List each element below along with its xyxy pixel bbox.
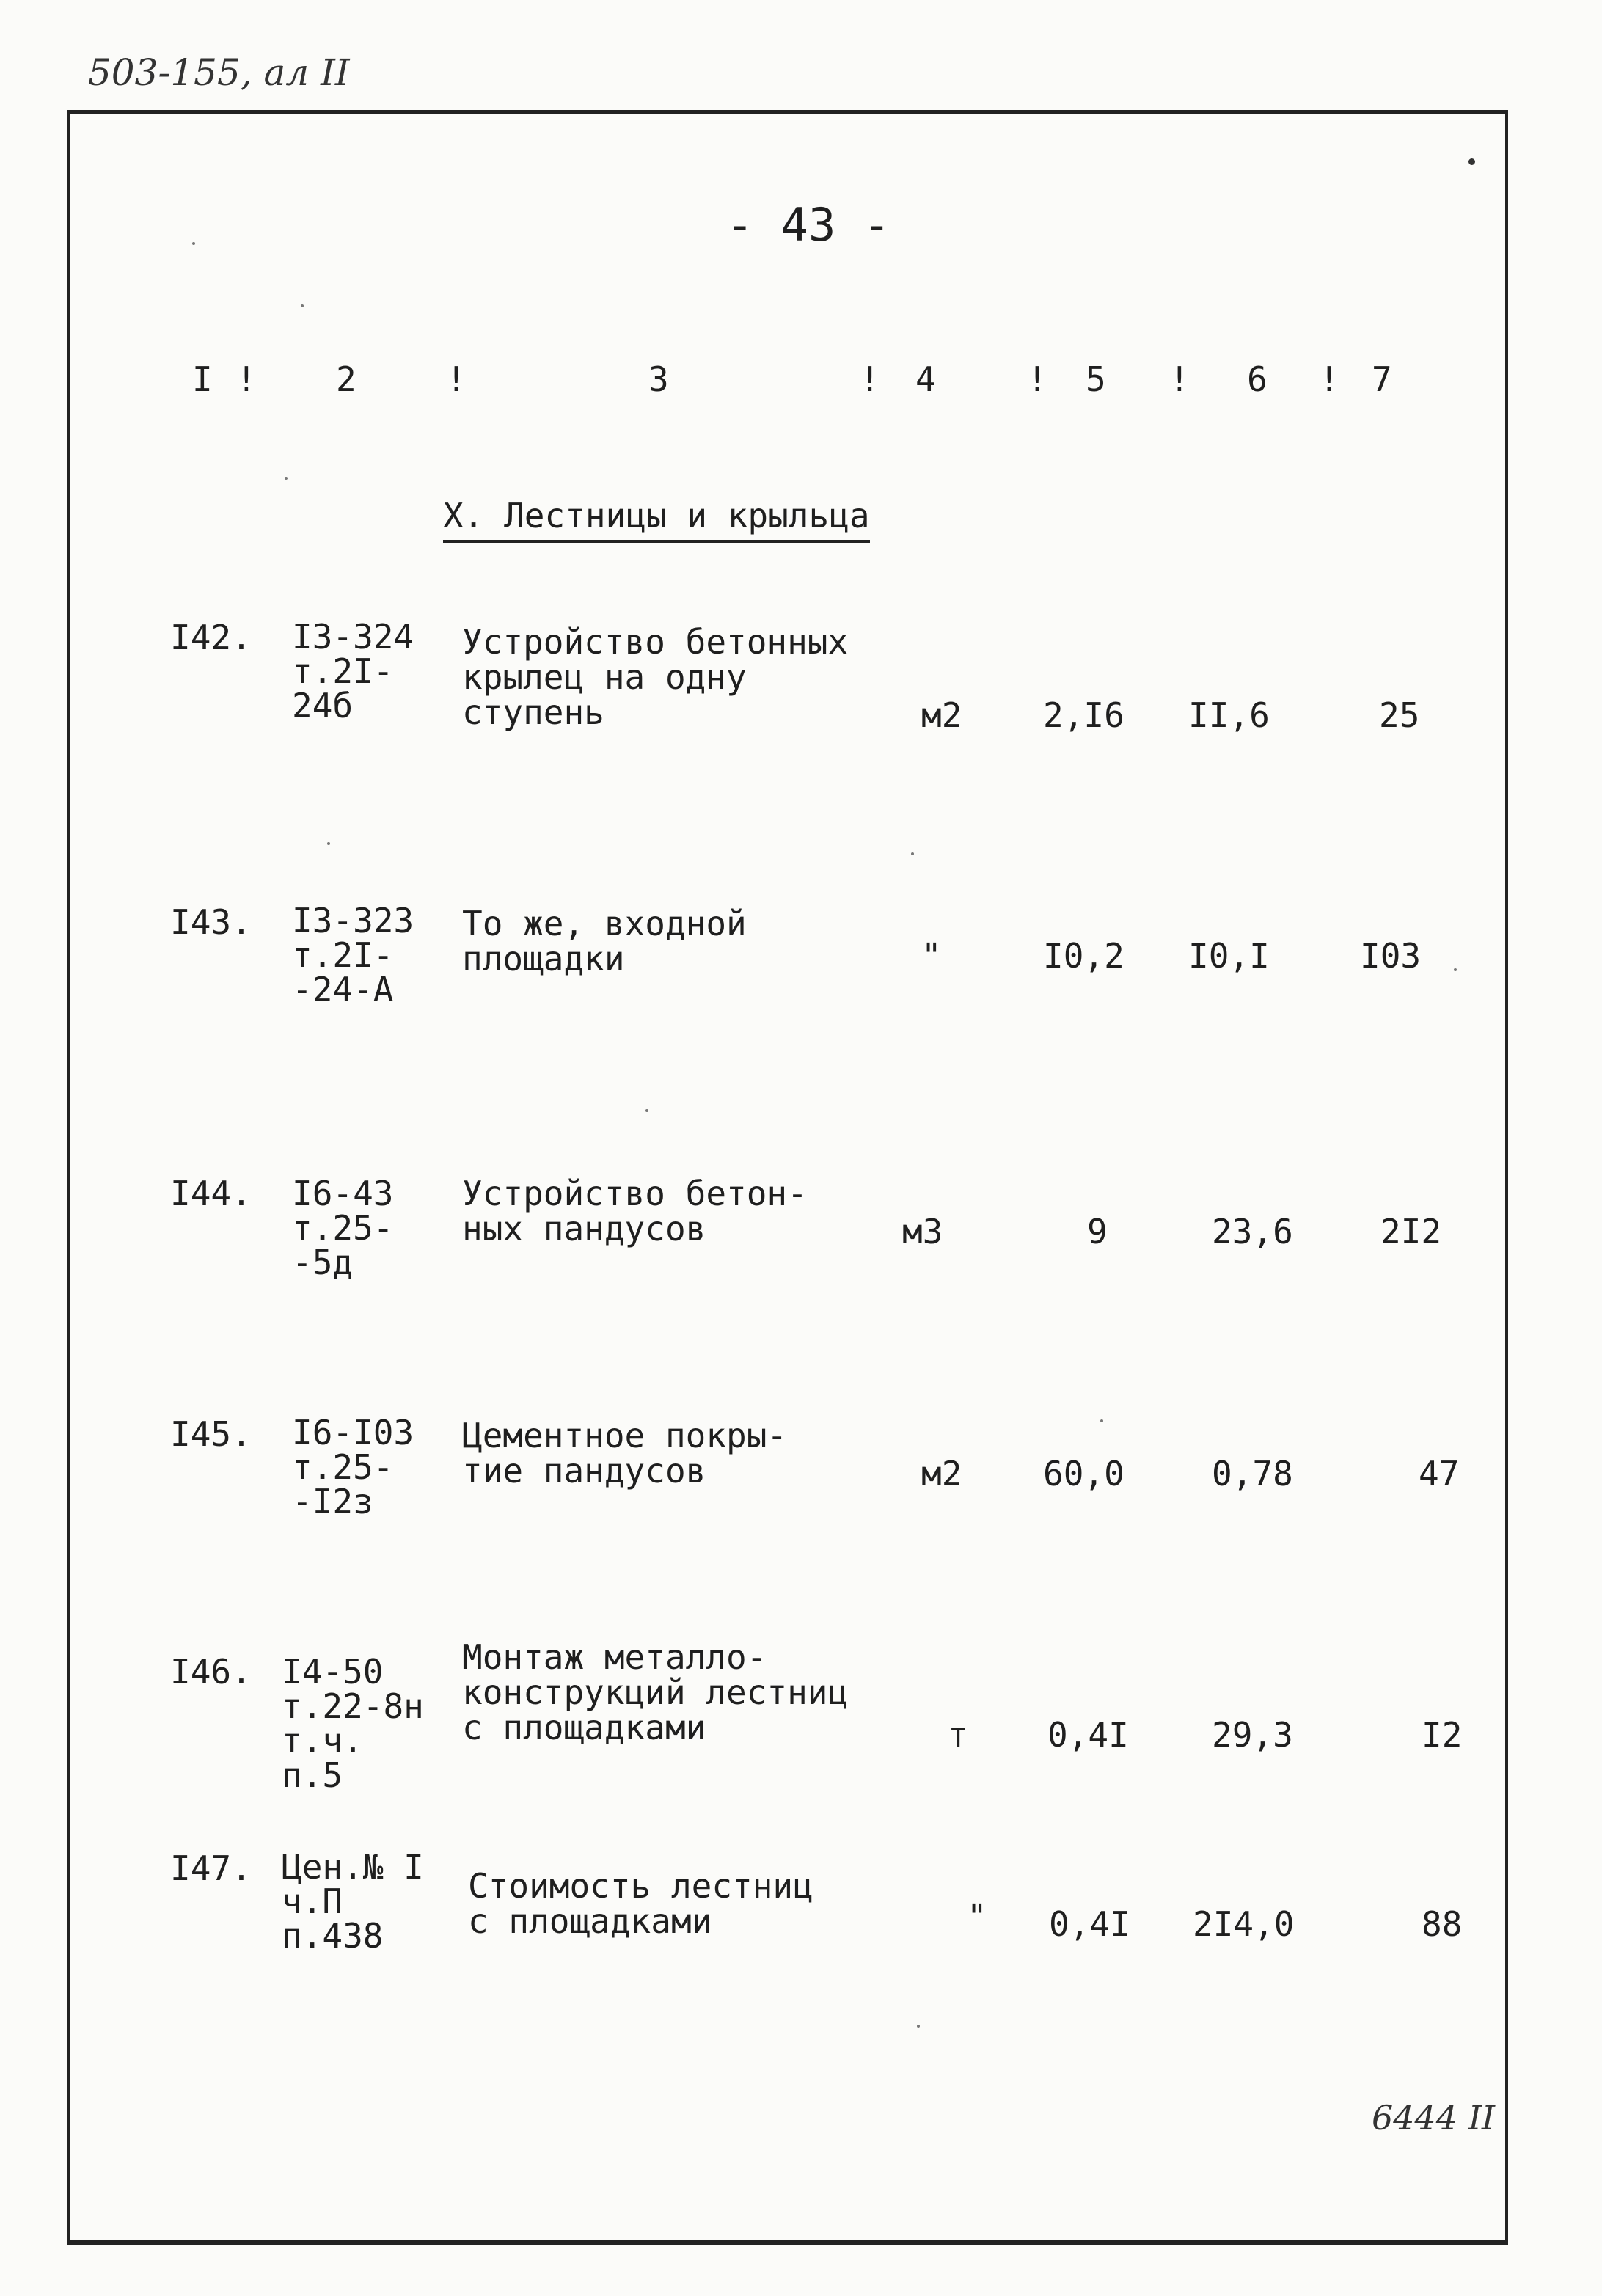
unit: "	[967, 1897, 987, 1937]
column-header: 6	[1247, 359, 1268, 399]
rate-code-line: ч.П	[282, 1882, 343, 1921]
rate-code-line: -24-А	[292, 970, 394, 1009]
rate-code-line: т.25-	[292, 1208, 394, 1248]
sheet-mark: 6444 II	[1372, 2098, 1496, 2138]
total: I03	[1360, 936, 1422, 976]
row-number: I43.	[170, 902, 252, 942]
description-line: Устройство бетон-	[462, 1174, 808, 1213]
column-header: 2	[336, 359, 356, 399]
total: 88	[1422, 1904, 1463, 1944]
description-line: Устройство бетонных	[462, 622, 849, 662]
ink-dot	[1468, 158, 1475, 165]
unit-price: II,6	[1188, 695, 1270, 735]
rate-code-line: п.5	[282, 1755, 343, 1795]
rate-code-line: т.25-	[292, 1447, 394, 1487]
rate-code-line: I3-323	[292, 901, 414, 940]
rate-code-line: п.438	[282, 1916, 384, 1956]
doc-ref: 503-155, ал II	[88, 51, 350, 94]
quantity: I0,2	[1043, 936, 1124, 976]
column-header: I	[192, 359, 213, 399]
rate-code-line: I6-43	[292, 1174, 394, 1213]
unit-price: 0,78	[1212, 1454, 1293, 1494]
unit-price: 2I4,0	[1193, 1904, 1295, 1944]
ink-speck	[192, 242, 195, 245]
row-number: I47.	[170, 1849, 252, 1888]
page-number: - 43 -	[726, 198, 890, 252]
ink-speck	[917, 2025, 920, 2028]
column-separator: !	[1169, 359, 1190, 399]
column-header: 5	[1086, 359, 1106, 399]
column-separator: !	[446, 359, 467, 399]
ink-speck	[327, 842, 330, 845]
description-line: Цементное покры-	[462, 1416, 788, 1455]
rate-code-line: I4-50	[282, 1652, 384, 1692]
description-line: ных пандусов	[462, 1209, 706, 1248]
total: I2	[1422, 1715, 1463, 1755]
description-line: Стоимость лестниц	[468, 1866, 813, 1906]
quantity: 2,I6	[1043, 695, 1124, 735]
row-number: I46.	[170, 1652, 252, 1692]
rate-code-line: 24б	[292, 686, 354, 725]
section-title: Х. Лестницы и крыльца	[443, 496, 870, 543]
ink-speck	[645, 1109, 648, 1112]
ink-speck	[301, 304, 304, 307]
column-header: 4	[915, 359, 936, 399]
unit: м2	[921, 695, 962, 735]
rate-code-line: Цен.№ I	[282, 1847, 424, 1887]
rate-code-line: т.2I-	[292, 651, 394, 691]
ink-speck	[1100, 1419, 1103, 1422]
quantity: 9	[1087, 1212, 1108, 1251]
unit: "	[921, 936, 942, 976]
description-line: Монтаж металло-	[462, 1637, 767, 1677]
total: 2I2	[1380, 1212, 1442, 1251]
column-header: 3	[648, 359, 669, 399]
unit: м3	[902, 1212, 943, 1251]
description-line: конструкций лестниц	[462, 1672, 849, 1712]
description-line: с площадками	[468, 1901, 712, 1941]
rate-code-line: т.22-8н	[282, 1686, 424, 1726]
description-line: То же, входной	[462, 904, 747, 943]
unit-price: 23,6	[1212, 1212, 1293, 1251]
rate-code-line: т.2I-	[292, 935, 394, 975]
rate-code-line: I6-I03	[292, 1413, 414, 1452]
description-line: ступень	[462, 692, 604, 732]
description-line: крылец на одну	[462, 657, 747, 697]
column-separator: !	[236, 359, 257, 399]
total: 47	[1419, 1454, 1460, 1494]
total: 25	[1379, 695, 1420, 735]
column-separator: !	[860, 359, 880, 399]
ink-speck	[285, 477, 288, 480]
row-number: I45.	[170, 1414, 252, 1454]
rate-code-line: -I2з	[292, 1482, 373, 1521]
ink-speck	[911, 852, 914, 855]
unit: т	[948, 1715, 968, 1755]
quantity: 0,4I	[1049, 1904, 1130, 1944]
description-line: тие пандусов	[462, 1451, 706, 1491]
unit-price: 29,3	[1212, 1715, 1293, 1755]
rate-code-line: -5д	[292, 1243, 354, 1282]
row-number: I44.	[170, 1174, 252, 1213]
rate-code-line: I3-324	[292, 617, 414, 657]
column-header: 7	[1372, 359, 1392, 399]
description-line: с площадками	[462, 1708, 706, 1747]
quantity: 60,0	[1043, 1454, 1124, 1494]
quantity: 0,4I	[1047, 1715, 1129, 1755]
rate-code-line: т.ч.	[282, 1721, 363, 1761]
unit-price: I0,I	[1188, 936, 1270, 976]
row-number: I42.	[170, 618, 252, 657]
column-separator: !	[1319, 359, 1339, 399]
column-separator: !	[1027, 359, 1047, 399]
unit: м2	[921, 1454, 962, 1494]
ink-speck	[1454, 968, 1457, 971]
description-line: площадки	[462, 939, 625, 979]
